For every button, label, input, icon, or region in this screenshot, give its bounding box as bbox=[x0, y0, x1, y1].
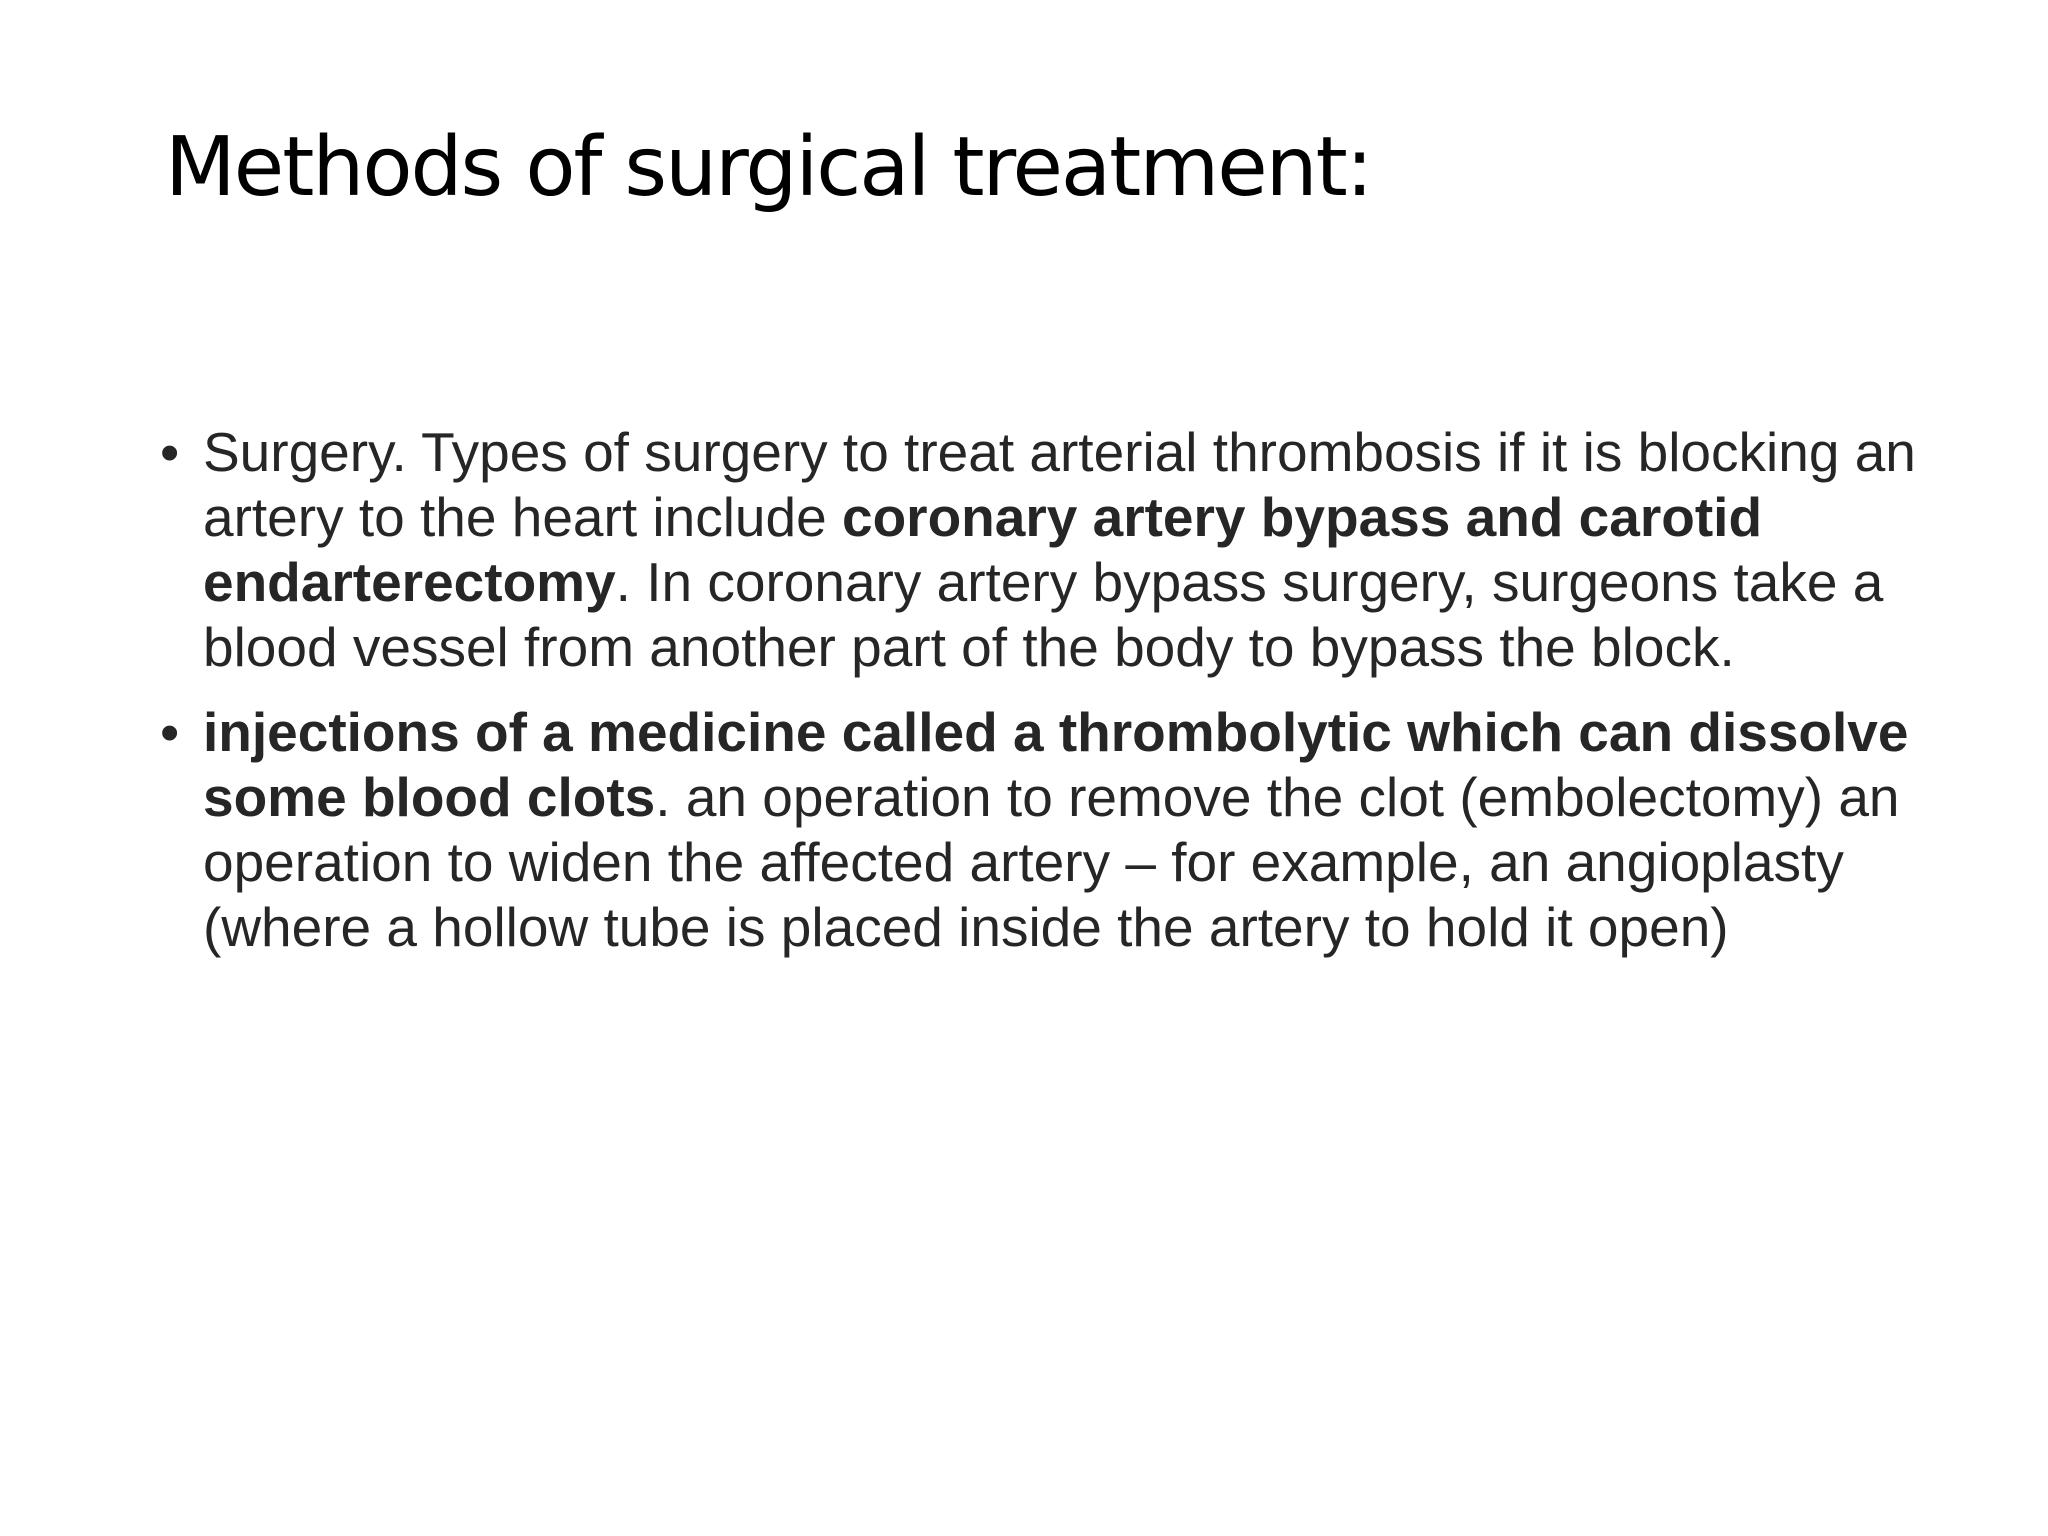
bullet-item-injections bbox=[160, 700, 1920, 960]
bullet-dot-icon: • bbox=[160, 421, 180, 483]
bullet-text-bold-segment: coronary artery bypass and carotid endarterectomy bbox=[203, 486, 1763, 613]
bullet-item-surgery bbox=[160, 420, 1920, 680]
bullet-text-segment: Surgery. Types of surgery to treat arterial thrombosis if it is blocking an artery to the heart include bbox=[203, 421, 1916, 548]
bullet-text-segment: . an operation to remove the clot (embolectomy) an operation to widen the affected artery – for example, an angioplasty (where a hollow tube is placed inside the artery to hold it open) bbox=[203, 766, 1900, 958]
bullet-text-bold-segment: injections of a medicine called a thrombolytic which can dissolve some blood clots bbox=[203, 701, 1909, 828]
bullet-dot-icon: • bbox=[160, 701, 180, 763]
slide-title: Methods of surgical treatment: bbox=[165, 120, 1372, 215]
bullet-text-segment: . In coronary artery bypass surgery, surgeons take a blood vessel from another part of the body to bypass the block. bbox=[203, 551, 1884, 678]
bullet-list bbox=[160, 420, 1920, 980]
